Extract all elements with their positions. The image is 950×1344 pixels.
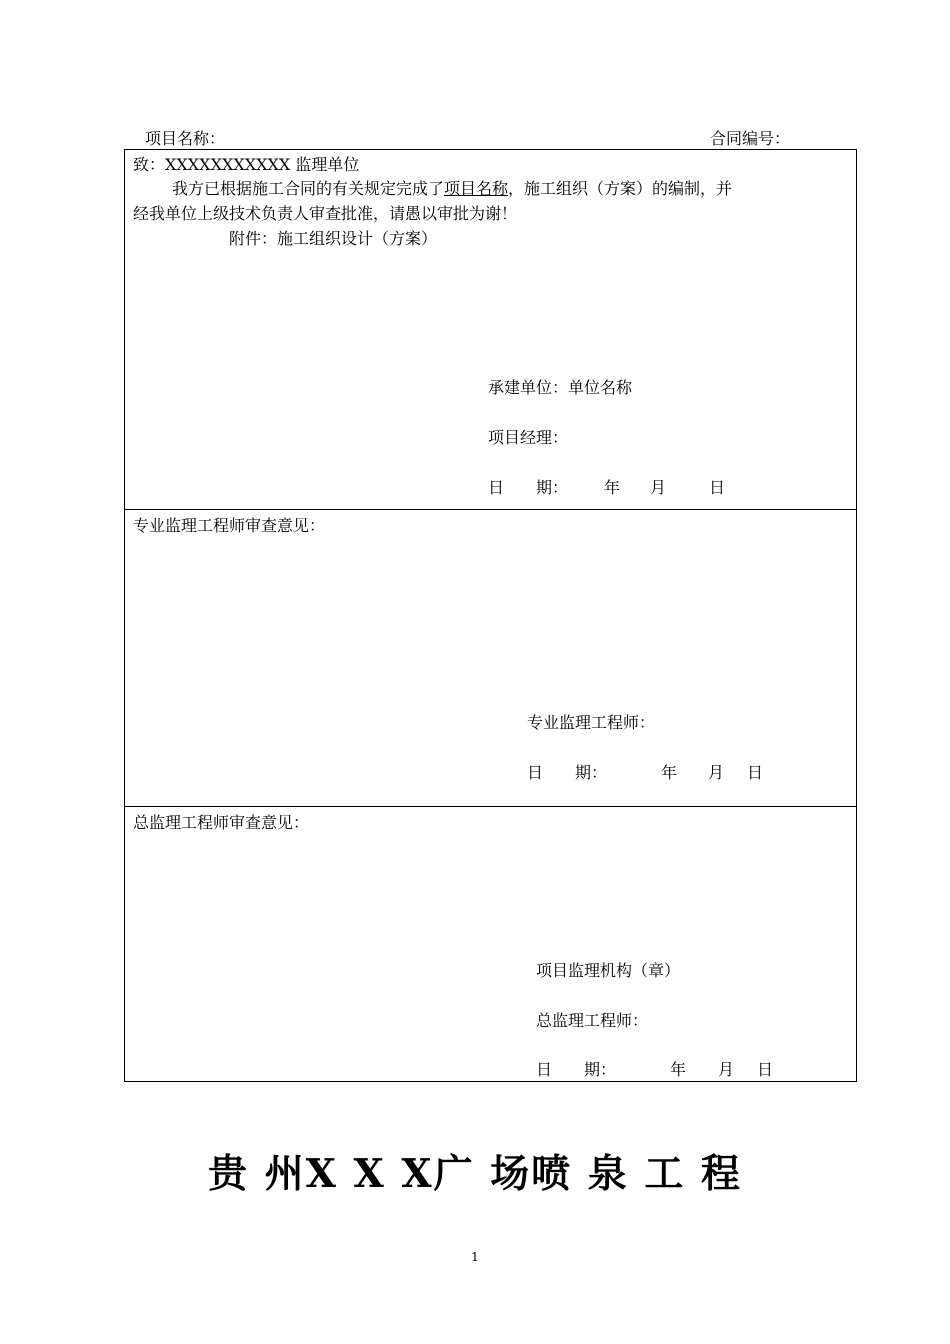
submission-date-day: 日 (709, 478, 726, 497)
specialist-date-day: 日 (747, 763, 764, 782)
supervision-organization-line: 项目监理机构（章） (536, 961, 681, 980)
table-top-border (124, 149, 857, 150)
chief-date-label: 日 期： (536, 1060, 617, 1079)
chief-date-day: 日 (757, 1060, 774, 1079)
chief-date-year: 年 (670, 1060, 687, 1079)
recipient-line: 致：XXXXXXXXXXX 监理单位 (133, 155, 360, 174)
chief-date-month: 月 (718, 1060, 735, 1079)
project-name-label: 项目名称： (145, 129, 226, 148)
attachment-line: 附件：施工组织设计（方案） (229, 229, 438, 248)
body-text-part2: ，施工组织（方案）的编制，并 (508, 179, 733, 198)
table-right-border (856, 149, 857, 1081)
page-number: 1 (471, 1250, 479, 1264)
project-name-field: 项目名称 (444, 179, 509, 198)
submission-date-month: 月 (650, 478, 667, 497)
section-divider-1 (124, 509, 857, 510)
specialist-date-label: 日 期： (527, 763, 608, 782)
submission-date-label: 日 期： (488, 478, 569, 497)
contractor-line: 承建单位：单位名称 (488, 378, 633, 397)
cover-title: 贵 州X X X广 场喷 泉 工 程 (208, 1151, 742, 1197)
body-text-part1: 我方已根据施工合同的有关规定完成了 (172, 179, 445, 198)
body-line-2: 经我单位上级技术负责人审查批准，请愚以审批为谢！ (133, 204, 518, 223)
table-left-border (124, 149, 125, 1081)
section-divider-2 (124, 806, 857, 807)
specialist-engineer-line: 专业监理工程师： (527, 713, 656, 732)
specialist-date-month: 月 (708, 763, 725, 782)
body-line-1 (172, 179, 848, 199)
specialist-review-title: 专业监理工程师审查意见： (133, 516, 326, 535)
chief-engineer-line: 总监理工程师： (536, 1011, 649, 1030)
specialist-date-year: 年 (661, 763, 678, 782)
chief-review-title: 总监理工程师审查意见： (133, 813, 310, 832)
contract-no-label: 合同编号： (710, 129, 791, 148)
project-manager-line: 项目经理： (488, 428, 569, 447)
table-bottom-border (124, 1081, 857, 1082)
submission-date-year: 年 (604, 478, 621, 497)
